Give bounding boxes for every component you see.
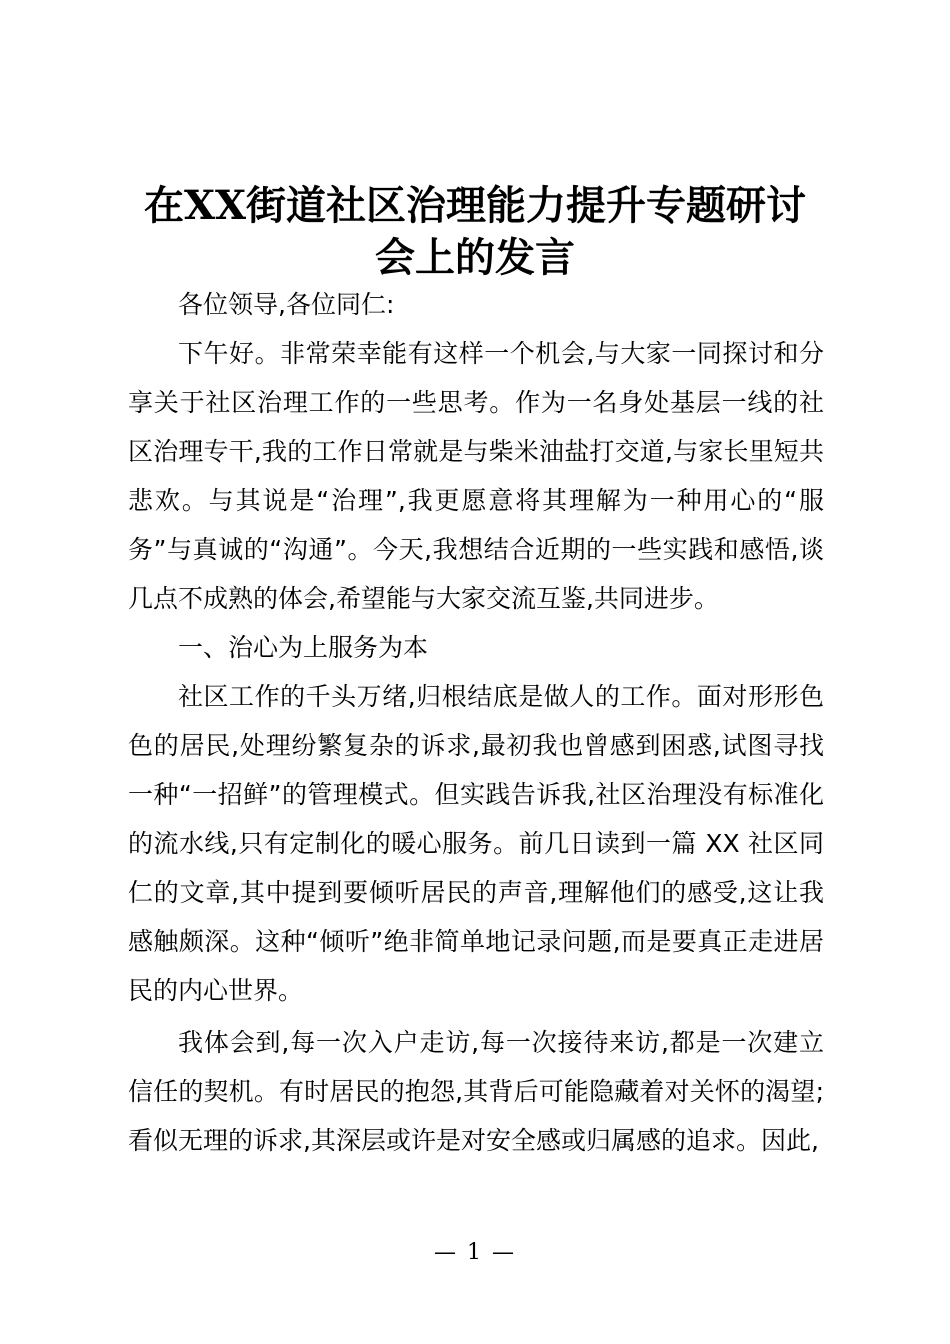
title-line-1: 在XX街道社区治理能力提升专题研讨: [143, 182, 807, 229]
section-heading-1: 一、治心为上服务为本: [178, 633, 429, 662]
salutation: 各位领导,各位同仁:: [178, 290, 395, 319]
paragraph-section-1: 社区工作的千头万绪,归根结底是做人的工作。面对形形色色的居民,处理纷繁复杂的诉求,最初我也曾感到困惑,试图寻找一种“一招鲜”的管理模式。但实践告诉我,社区治理没有标准化的流水线,只有定制化的暖心服务。前几日读到一篇 XX 社区同仁的文章,其中提到要倾听居民的声音,理解他们的感受,这让我感触颇深。这种“倾听”绝非简单地记录问题,而是要真正走进居民的内心世界。: [128, 682, 824, 1005]
title-line-2: 会上的发言: [375, 234, 575, 281]
document-body: [128, 280, 824, 1165]
document-title: [100, 180, 850, 284]
page-number: — 1 —: [434, 1240, 516, 1265]
paragraph-trust: 我体会到,每一次入户走访,每一次接待来访,都是一次建立信任的契机。有时居民的抱怨,其背后可能隐藏着对关怀的渴望;看似无理的诉求,其深层或许是对安全感或归属感的追求。因此,: [128, 1028, 824, 1155]
paragraph-opening: 下午好。非常荣幸能有这样一个机会,与大家一同探讨和分享关于社区治理工作的一些思考。作为一名身处基层一线的社区治理专干,我的工作日常就是与柴米油盐打交道,与家长里短共悲欢。与其说是“治理”,我更愿意将其理解为一种用心的“服务”与真诚的“沟通”。今天,我想结合近期的一些实践和感悟,谈几点不成熟的体会,希望能与大家交流互鉴,共同进步。: [128, 339, 824, 613]
